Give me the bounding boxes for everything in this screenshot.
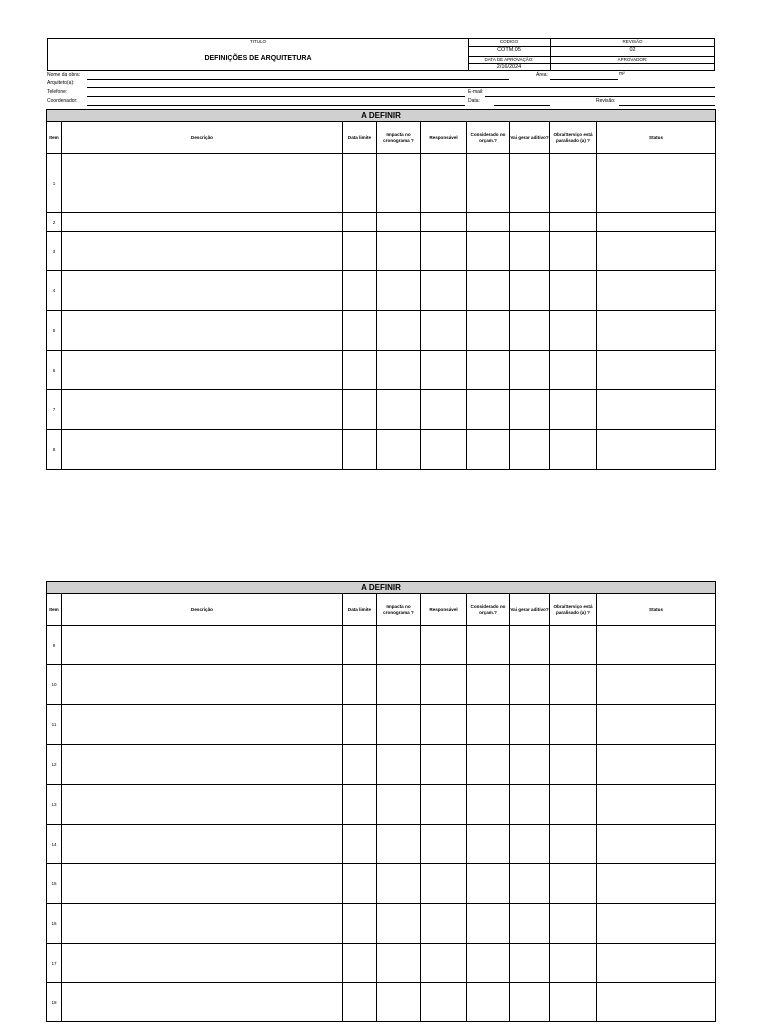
area-unit: m²: [619, 71, 625, 77]
paralisado-cell[interactable]: [550, 430, 597, 470]
data-limite-cell[interactable]: [343, 271, 377, 311]
descricao-cell[interactable]: [62, 626, 343, 665]
definicoes-table-page-2: [46, 581, 716, 1022]
orcamento-cell[interactable]: [467, 825, 510, 864]
descricao-cell[interactable]: [62, 271, 343, 311]
col-header-considerado-orcamento: Considerado no orçam.?: [467, 122, 510, 154]
paralisado-cell[interactable]: [550, 944, 597, 983]
table-row: [47, 430, 716, 470]
nome-obra-line[interactable]: [87, 79, 509, 80]
descricao-cell[interactable]: [62, 390, 343, 430]
orcamento-cell[interactable]: [467, 311, 510, 351]
table-row: [47, 665, 716, 705]
responsavel-cell[interactable]: [421, 232, 467, 271]
status-cell[interactable]: [597, 232, 716, 271]
descricao-cell[interactable]: [62, 705, 343, 745]
data-limite-cell[interactable]: [343, 430, 377, 470]
orcamento-cell[interactable]: [467, 904, 510, 944]
col-header-impacta-cronograma: Impacta no cronograma ?: [377, 122, 421, 154]
arquiteto-line[interactable]: [87, 87, 715, 88]
aditivo-cell[interactable]: [510, 785, 550, 825]
paralisado-cell[interactable]: [550, 626, 597, 665]
table-row: [47, 983, 716, 1022]
descricao-cell[interactable]: [62, 351, 343, 390]
descricao-cell[interactable]: [62, 430, 343, 470]
aditivo-cell[interactable]: [510, 745, 550, 785]
aditivo-cell[interactable]: [510, 271, 550, 311]
descricao-cell[interactable]: [62, 785, 343, 825]
status-cell[interactable]: [597, 390, 716, 430]
area-line[interactable]: [550, 79, 618, 80]
item-number: 3: [47, 232, 62, 271]
status-cell[interactable]: [597, 864, 716, 904]
data-limite-cell[interactable]: [343, 705, 377, 745]
item-number: 8: [47, 430, 62, 470]
status-cell[interactable]: [597, 351, 716, 390]
header-divider: [550, 63, 715, 64]
table-row: [47, 351, 716, 390]
aditivo-cell[interactable]: [510, 665, 550, 705]
aprovador-label: APROVADOR:: [617, 57, 648, 62]
data-limite-cell[interactable]: [343, 665, 377, 705]
data-limite-cell[interactable]: [343, 154, 377, 213]
codigo-label: CODIGO: [499, 39, 519, 44]
paralisado-cell[interactable]: [550, 351, 597, 390]
paralisado-cell[interactable]: [550, 983, 597, 1022]
paralisado-cell[interactable]: [550, 390, 597, 430]
orcamento-cell[interactable]: [467, 154, 510, 213]
data-limite-cell[interactable]: [343, 626, 377, 665]
descricao-cell[interactable]: [62, 983, 343, 1022]
responsavel-cell[interactable]: [421, 213, 467, 232]
impacta-cell[interactable]: [377, 665, 421, 705]
descricao-cell[interactable]: [62, 904, 343, 944]
table-row: [47, 271, 716, 311]
orcamento-cell[interactable]: [467, 390, 510, 430]
item-number: 18: [47, 983, 62, 1022]
col-header-considerado-orcamento: Considerado no orçam.?: [467, 594, 510, 626]
status-cell[interactable]: [597, 705, 716, 745]
paralisado-cell[interactable]: [550, 154, 597, 213]
descricao-cell[interactable]: [62, 665, 343, 705]
impacta-cell[interactable]: [377, 213, 421, 232]
data-limite-cell[interactable]: [343, 351, 377, 390]
orcamento-cell[interactable]: [467, 864, 510, 904]
impacta-cell[interactable]: [377, 825, 421, 864]
area-label: Área:: [536, 72, 548, 78]
codigo-value: COTM.05: [497, 47, 521, 53]
impacta-cell[interactable]: [377, 351, 421, 390]
orcamento-cell[interactable]: [467, 271, 510, 311]
item-number: 5: [47, 311, 62, 351]
responsavel-cell[interactable]: [421, 864, 467, 904]
table-row: [47, 745, 716, 785]
col-header-obra-paralisada: Obra/Serviço está paralisado (a) ?: [550, 122, 597, 154]
impacta-cell[interactable]: [377, 232, 421, 271]
item-number: 11: [47, 705, 62, 745]
table-band-title: A DEFINIR: [47, 110, 716, 122]
col-header-obra-paralisada: Obra/Serviço está paralisado (a) ?: [550, 594, 597, 626]
paralisado-cell[interactable]: [550, 745, 597, 785]
status-cell[interactable]: [597, 271, 716, 311]
orcamento-cell[interactable]: [467, 351, 510, 390]
responsavel-cell[interactable]: [421, 983, 467, 1022]
impacta-cell[interactable]: [377, 983, 421, 1022]
aditivo-cell[interactable]: [510, 390, 550, 430]
item-number: 13: [47, 785, 62, 825]
item-number: 15: [47, 864, 62, 904]
descricao-cell[interactable]: [62, 745, 343, 785]
status-cell[interactable]: [597, 154, 716, 213]
item-number: 4: [47, 271, 62, 311]
impacta-cell[interactable]: [377, 271, 421, 311]
aditivo-cell[interactable]: [510, 864, 550, 904]
telefone-label: Telefone:: [47, 89, 68, 95]
responsavel-cell[interactable]: [421, 904, 467, 944]
responsavel-cell[interactable]: [421, 154, 467, 213]
responsavel-cell[interactable]: [421, 271, 467, 311]
document-header: [47, 38, 715, 71]
data-limite-cell[interactable]: [343, 311, 377, 351]
item-number: 1: [47, 154, 62, 213]
descricao-cell[interactable]: [62, 311, 343, 351]
orcamento-cell[interactable]: [467, 232, 510, 271]
arquiteto-label: Arquiteto(a):: [47, 80, 75, 86]
responsavel-cell[interactable]: [421, 705, 467, 745]
item-number: 10: [47, 665, 62, 705]
col-header-item: Item: [47, 594, 62, 626]
table-row: [47, 944, 716, 983]
responsavel-cell[interactable]: [421, 430, 467, 470]
document-title: DEFINIÇÕES DE ARQUITETURA: [204, 55, 312, 62]
aditivo-cell[interactable]: [510, 825, 550, 864]
descricao-cell[interactable]: [62, 944, 343, 983]
responsavel-cell[interactable]: [421, 745, 467, 785]
col-header-responsavel: Responsável: [421, 122, 467, 154]
paralisado-cell[interactable]: [550, 705, 597, 745]
status-cell[interactable]: [597, 430, 716, 470]
table-row: [47, 705, 716, 745]
item-number: 14: [47, 825, 62, 864]
responsavel-cell[interactable]: [421, 351, 467, 390]
col-header-status: Status: [597, 122, 716, 154]
revisao-field-label: Revisão:: [596, 98, 616, 104]
table-row: [47, 390, 716, 430]
data-line[interactable]: [494, 105, 550, 106]
data-label: Data:: [468, 98, 480, 104]
revisao-line[interactable]: [619, 105, 715, 106]
responsavel-cell[interactable]: [421, 944, 467, 983]
data-limite-cell[interactable]: [343, 825, 377, 864]
status-cell[interactable]: [597, 983, 716, 1022]
impacta-cell[interactable]: [377, 154, 421, 213]
telefone-line[interactable]: [87, 96, 465, 97]
descricao-cell[interactable]: [62, 864, 343, 904]
impacta-cell[interactable]: [377, 864, 421, 904]
responsavel-cell[interactable]: [421, 825, 467, 864]
responsavel-cell[interactable]: [421, 626, 467, 665]
aditivo-cell[interactable]: [510, 311, 550, 351]
item-number: 7: [47, 390, 62, 430]
status-cell[interactable]: [597, 825, 716, 864]
status-cell[interactable]: [597, 785, 716, 825]
impacta-cell[interactable]: [377, 904, 421, 944]
col-header-vai-gerar-aditivo: Vai gerar aditivo?: [510, 122, 550, 154]
table-row: [47, 785, 716, 825]
table-row: [47, 904, 716, 944]
item-number: 17: [47, 944, 62, 983]
orcamento-cell[interactable]: [467, 213, 510, 232]
aditivo-cell[interactable]: [510, 904, 550, 944]
item-number: 16: [47, 904, 62, 944]
paralisado-cell[interactable]: [550, 665, 597, 705]
status-cell[interactable]: [597, 213, 716, 232]
email-label: E-mail:: [468, 89, 484, 95]
aditivo-cell[interactable]: [510, 213, 550, 232]
item-number: 2: [47, 213, 62, 232]
status-cell[interactable]: [597, 745, 716, 785]
descricao-cell[interactable]: [62, 154, 343, 213]
table-row: [47, 154, 716, 213]
impacta-cell[interactable]: [377, 626, 421, 665]
col-header-vai-gerar-aditivo: Vai gerar aditivo?: [510, 594, 550, 626]
coordenador-label: Coordenador:: [47, 98, 78, 104]
data-aprovacao-value: 2/16/2024: [496, 63, 522, 70]
orcamento-cell[interactable]: [467, 705, 510, 745]
data-limite-cell[interactable]: [343, 904, 377, 944]
col-header-impacta-cronograma: Impacta no cronograma ?: [377, 594, 421, 626]
orcamento-cell[interactable]: [467, 944, 510, 983]
data-limite-cell[interactable]: [343, 785, 377, 825]
col-header-item: Item: [47, 122, 62, 154]
impacta-cell[interactable]: [377, 705, 421, 745]
table-row: [47, 311, 716, 351]
responsavel-cell[interactable]: [421, 390, 467, 430]
paralisado-cell[interactable]: [550, 232, 597, 271]
item-number: 12: [47, 745, 62, 785]
table-row: [47, 626, 716, 665]
status-cell[interactable]: [597, 904, 716, 944]
impacta-cell[interactable]: [377, 311, 421, 351]
orcamento-cell[interactable]: [467, 983, 510, 1022]
definicoes-table-page-1: [46, 109, 716, 470]
aditivo-cell[interactable]: [510, 944, 550, 983]
col-header-descricao: Descrição: [62, 594, 343, 626]
item-number: 9: [47, 626, 62, 665]
col-header-descricao: Descrição: [62, 122, 343, 154]
data-limite-cell[interactable]: [343, 232, 377, 271]
aditivo-cell[interactable]: [510, 430, 550, 470]
col-header-responsavel: Responsável: [421, 594, 467, 626]
data-limite-cell[interactable]: [343, 864, 377, 904]
coordenador-line[interactable]: [87, 105, 465, 106]
status-cell[interactable]: [597, 665, 716, 705]
impacta-cell[interactable]: [377, 390, 421, 430]
data-limite-cell[interactable]: [343, 983, 377, 1022]
paralisado-cell[interactable]: [550, 271, 597, 311]
orcamento-cell[interactable]: [467, 665, 510, 705]
data-limite-cell[interactable]: [343, 944, 377, 983]
responsavel-cell[interactable]: [421, 311, 467, 351]
data-limite-cell[interactable]: [343, 213, 377, 232]
col-header-status: Status: [597, 594, 716, 626]
status-cell[interactable]: [597, 626, 716, 665]
descricao-cell[interactable]: [62, 232, 343, 271]
revisao-label: REVISÃO: [622, 39, 643, 44]
table-row: [47, 825, 716, 864]
responsavel-cell[interactable]: [421, 665, 467, 705]
item-number: 6: [47, 351, 62, 390]
table-band-title: A DEFINIR: [47, 582, 716, 594]
revisao-value: 02: [629, 47, 636, 53]
data-limite-cell[interactable]: [343, 390, 377, 430]
table-row: [47, 213, 716, 232]
status-cell[interactable]: [597, 311, 716, 351]
impacta-cell[interactable]: [377, 785, 421, 825]
table-row: [47, 232, 716, 271]
impacta-cell[interactable]: [377, 944, 421, 983]
aditivo-cell[interactable]: [510, 705, 550, 745]
impacta-cell[interactable]: [377, 430, 421, 470]
paralisado-cell[interactable]: [550, 825, 597, 864]
aditivo-cell[interactable]: [510, 983, 550, 1022]
nome-obra-label: Nome da obra:: [47, 72, 81, 78]
impacta-cell[interactable]: [377, 745, 421, 785]
col-header-data-limite: Data limite: [343, 122, 377, 154]
aditivo-cell[interactable]: [510, 232, 550, 271]
data-aprovacao-label: DATA DE APROVAÇÃO:: [484, 57, 534, 62]
orcamento-cell[interactable]: [467, 745, 510, 785]
col-header-data-limite: Data limite: [343, 594, 377, 626]
aditivo-cell[interactable]: [510, 626, 550, 665]
orcamento-cell[interactable]: [467, 430, 510, 470]
status-cell[interactable]: [597, 944, 716, 983]
paralisado-cell[interactable]: [550, 864, 597, 904]
paralisado-cell[interactable]: [550, 311, 597, 351]
data-limite-cell[interactable]: [343, 745, 377, 785]
paralisado-cell[interactable]: [550, 904, 597, 944]
responsavel-cell[interactable]: [421, 785, 467, 825]
paralisado-cell[interactable]: [550, 213, 597, 232]
descricao-cell[interactable]: [62, 825, 343, 864]
table-row: [47, 864, 716, 904]
paralisado-cell[interactable]: [550, 785, 597, 825]
orcamento-cell[interactable]: [467, 785, 510, 825]
email-line[interactable]: [485, 96, 715, 97]
descricao-cell[interactable]: [62, 213, 343, 232]
aditivo-cell[interactable]: [510, 154, 550, 213]
titulo-label: TITULO: [249, 39, 266, 44]
aditivo-cell[interactable]: [510, 351, 550, 390]
orcamento-cell[interactable]: [467, 626, 510, 665]
